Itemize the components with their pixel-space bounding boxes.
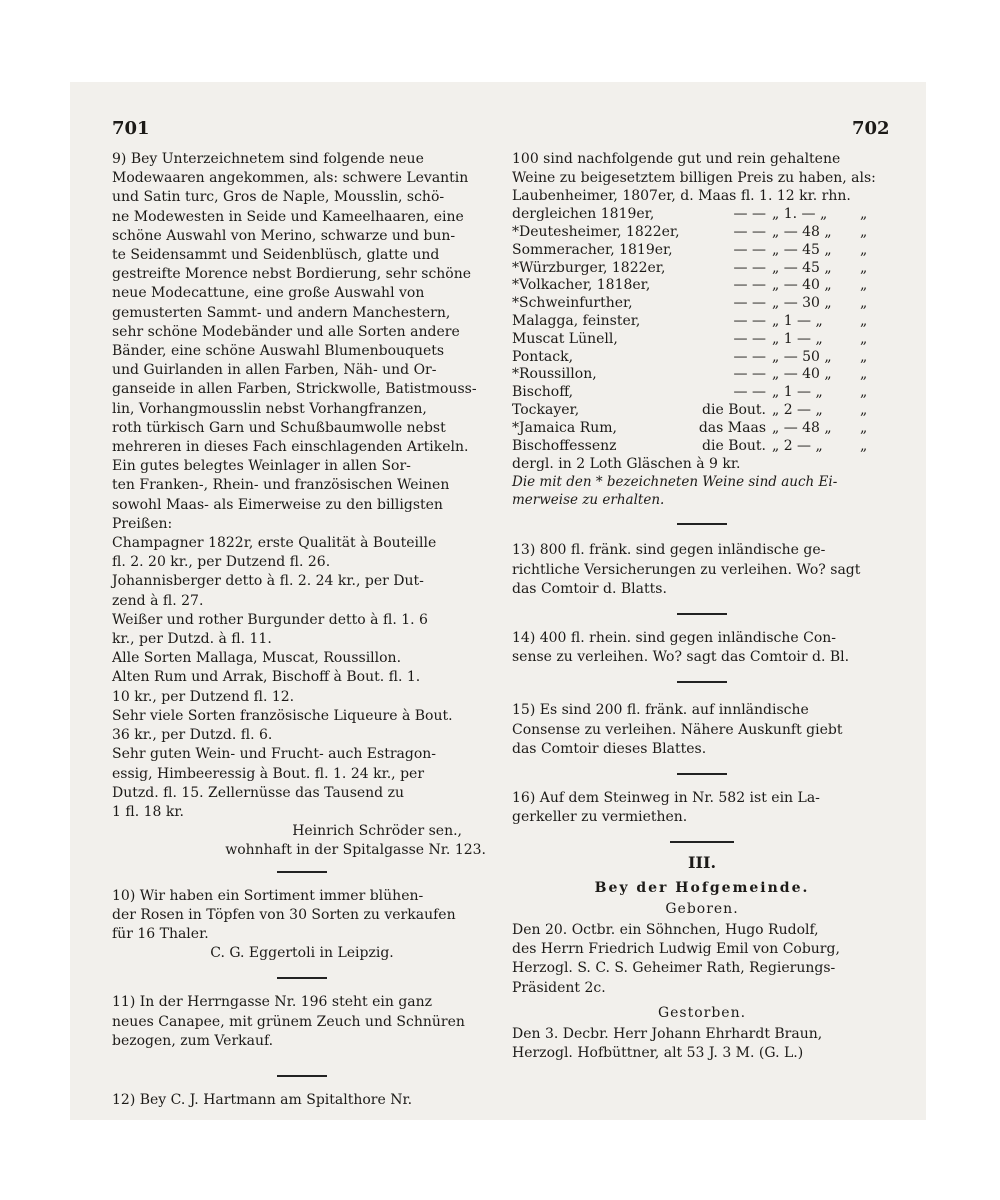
text-line: sehr schöne Modebänder und alle Sorten andere xyxy=(112,323,460,340)
price-line: Dutzd. fl. 15. Zellernüsse das Tausend zu xyxy=(112,784,404,801)
wine-row xyxy=(512,260,892,278)
text-line: 14) 400 fl. rhein. sind gegen inländische Con- xyxy=(512,629,837,646)
wine-measure: — — xyxy=(733,348,766,365)
wine-name: *Roussillon, xyxy=(512,366,597,383)
price-line: 1 fl. 18 kr. xyxy=(112,803,184,820)
wine-row xyxy=(512,224,892,242)
wine-name: *Deutesheimer, 1822er, xyxy=(512,224,680,240)
text-line: richtliche Versicherungen zu verleihen. Wo? sagt xyxy=(512,561,861,578)
text-line: sowohl Maas- als Eimerweise zu den billigsten xyxy=(112,496,443,513)
wine-measure: die Bout. xyxy=(702,401,766,418)
section-title: Bey der Hofgemeinde. xyxy=(594,879,810,896)
text-line: Bänder, eine schöne Auswahl Blumenbouquets xyxy=(112,343,445,360)
text-line: Herzogl. S. C. S. Geheimer Rath, Regierungs- xyxy=(512,960,836,977)
wine-price: „ 1 — „ xyxy=(772,312,823,329)
wine-unit: „ xyxy=(860,437,868,454)
wine-price: „ 2 — „ xyxy=(772,401,823,418)
wine-measure: — — xyxy=(733,330,766,347)
text-line: für 16 Thaler. xyxy=(112,925,209,942)
wine-row xyxy=(512,242,892,260)
price-line: fl. 2. 20 kr., per Dutzend fl. 26. xyxy=(112,554,331,571)
wine-unit: „ xyxy=(860,312,868,329)
text-line: des Herrn Friedrich Ludwig Emil von Coburg, xyxy=(512,941,840,958)
text-line: Modewaaren angekommen, als: schwere Levantin xyxy=(112,170,469,187)
text-line: ganseide in allen Farben, Strickwolle, Batistmouss- xyxy=(112,381,477,398)
wine-unit: „ xyxy=(860,295,868,312)
text-line: 10) Wir haben ein Sortiment immer blühen- xyxy=(112,887,424,904)
ad-16 xyxy=(512,789,892,827)
text-line: roth türkisch Garn und Schußbaumwolle nebst xyxy=(112,419,446,436)
wine-measure: — — xyxy=(733,366,766,383)
wine-row xyxy=(512,277,892,295)
wine-name: Tockayer, xyxy=(512,401,580,418)
text-line: lin, Vorhangmousslin nebst Vorhangfranzen, xyxy=(112,400,427,417)
wine-price: „ — 50 „ xyxy=(772,348,832,365)
wine-unit: „ xyxy=(860,241,868,258)
wine-price: „ 1 — „ xyxy=(772,330,823,347)
wine-price: „ 1. — „ xyxy=(772,206,828,223)
text-line: 13) 800 fl. fränk. sind gegen inländische ge- xyxy=(512,542,826,559)
wine-unit: „ xyxy=(860,419,868,436)
wine-name: dergleichen 1819er, xyxy=(512,206,655,223)
note-line: merweise zu erhalten. xyxy=(512,492,665,509)
wine-measure: — — xyxy=(733,277,766,294)
divider xyxy=(677,613,727,615)
signature-9-address: wohnhaft in der Spitalgasse Nr. 123. xyxy=(225,842,486,859)
text-line: 100 sind nachfolgende gut und rein gehaltene xyxy=(512,151,841,167)
price-list xyxy=(112,534,492,822)
ad-9 xyxy=(112,150,492,534)
price-line: Sehr guten Wein- und Frucht- auch Estragon- xyxy=(112,746,437,763)
text-line: Consense zu verleihen. Nähere Auskunft giebt xyxy=(512,721,843,738)
wine-price: „ — 45 „ xyxy=(772,259,832,276)
text-line: Weine zu beigesetztem billigen Preis zu haben, als: xyxy=(512,170,876,187)
wine-name: Laubenheimer, 1807er, d. Maas fl. 1. 12 kr. rhn. xyxy=(512,188,851,205)
wine-price: „ — 48 „ xyxy=(772,224,832,240)
wine-unit: „ xyxy=(860,224,868,240)
wine-unit: „ xyxy=(860,384,868,401)
text-line: und Satin turc, Gros de Naple, Mousslin, schö- xyxy=(112,189,445,206)
text-line: sense zu verleihen. Wo? sagt das Comtoir d. Bl. xyxy=(512,649,850,666)
wine-measure: — — xyxy=(733,224,766,240)
wine-measure: — — xyxy=(733,259,766,276)
text-line: Präsident 2c. xyxy=(512,979,606,996)
wine-row xyxy=(512,438,892,456)
note-line: Die mit den * bezeichneten Weine sind auch Ei- xyxy=(512,474,838,491)
wine-measure: — — xyxy=(733,312,766,329)
price-line: 10 kr., per Dutzend fl. 12. xyxy=(112,688,295,705)
price-line: Alle Sorten Mallaga, Muscat, Roussillon. xyxy=(112,650,402,667)
text-line: Herzogl. Hofbüttner, alt 53 J. 3 M. (G. L.) xyxy=(512,1045,804,1062)
page-number-right: 702 xyxy=(852,118,890,139)
price-line: 36 kr., per Dutzd. fl. 6. xyxy=(112,727,273,744)
text-line: gerkeller zu vermiethen. xyxy=(512,809,688,826)
wine-name: Pontack, xyxy=(512,348,574,365)
wine-unit: „ xyxy=(860,277,868,294)
wine-price: „ — 45 „ xyxy=(772,241,832,258)
wine-price: „ — 30 „ xyxy=(772,295,832,312)
wine-measure: die Bout. xyxy=(702,437,766,454)
wine-intro xyxy=(512,150,892,188)
wine-unit: „ xyxy=(860,330,868,347)
text-line: 11) In der Herrngasse Nr. 196 steht ein ganz xyxy=(112,994,433,1011)
text-line: neues Canapee, mit grünem Zeuch und Schnüren xyxy=(112,1013,465,1030)
text-line: bezogen, zum Verkauf. xyxy=(112,1032,274,1049)
wine-note xyxy=(512,473,892,509)
wine-unit: „ xyxy=(860,259,868,276)
wine-row xyxy=(512,331,892,349)
text-line: Den 3. Decbr. Herr Johann Ehrhardt Braun, xyxy=(512,1026,823,1043)
signature-10: C. G. Eggertoli in Leipzig. xyxy=(210,945,394,962)
divider xyxy=(277,871,327,873)
text-line: neue Modecattune, eine große Auswahl von xyxy=(112,285,425,302)
ad-10 xyxy=(112,887,492,945)
wine-unit: „ xyxy=(860,206,868,223)
text-line: 9) Bey Unterzeichnetem sind folgende neue xyxy=(112,151,424,167)
text-line: der Rosen in Töpfen von 30 Sorten zu verkaufen xyxy=(112,906,456,923)
page-number-left: 701 xyxy=(112,118,150,139)
signature-9-name: Heinrich Schröder sen., xyxy=(292,823,462,840)
wine-name: Bischoff, xyxy=(512,384,574,401)
wine-row xyxy=(512,349,892,367)
wine-name: Sommeracher, 1819er, xyxy=(512,241,673,258)
text-line: das Comtoir dieses Blattes. xyxy=(512,740,707,757)
wine-measure: — — xyxy=(733,241,766,258)
wine-row xyxy=(512,420,892,438)
left-column xyxy=(112,150,492,1110)
price-line: Weißer und rother Burgunder detto à fl. 1. 6 xyxy=(112,611,428,628)
text-line: mehreren in dieses Fach einschlagenden Artikeln. xyxy=(112,439,469,456)
wine-unit: „ xyxy=(860,401,868,418)
price-line: Johannisberger detto à fl. 2. 24 kr., per Dut- xyxy=(112,573,424,590)
text-line: und Guirlanden in allen Farben, Näh- und Or- xyxy=(112,362,437,379)
text-line: gestreifte Morence nebst Bordierung, sehr schöne xyxy=(112,266,472,283)
wine-unit: „ xyxy=(860,348,868,365)
wine-price: „ 2 — „ xyxy=(772,437,823,454)
price-line: Sehr viele Sorten französische Liqueure à Bout. xyxy=(112,707,453,724)
wine-row xyxy=(512,295,892,313)
wine-row xyxy=(512,313,892,331)
divider xyxy=(677,681,727,683)
divider xyxy=(670,841,734,843)
ad-15 xyxy=(512,701,892,759)
born-entry xyxy=(512,921,892,998)
price-line: Champagner 1822r, erste Qualität à Bouteille xyxy=(112,535,437,552)
wine-row xyxy=(512,188,892,206)
price-line: zend à fl. 27. xyxy=(112,592,204,609)
divider xyxy=(677,523,727,525)
wine-row xyxy=(512,366,892,384)
wine-dergl-line: dergl. in 2 Loth Gläschen à 9 kr. xyxy=(512,456,741,473)
text-line: 15) Es sind 200 fl. fränk. auf innländische xyxy=(512,702,809,719)
text-line: ne Modewesten in Seide und Kameelhaaren, eine xyxy=(112,208,464,225)
wine-price: „ — 48 „ xyxy=(772,419,832,436)
text-line: Preißen: xyxy=(112,515,173,532)
wine-row xyxy=(512,402,892,420)
wine-measure: — — xyxy=(733,295,766,312)
wine-row xyxy=(512,206,892,224)
ad-11 xyxy=(112,993,492,1051)
divider xyxy=(277,1075,327,1077)
died-heading: Gestorben. xyxy=(657,1004,747,1021)
wine-name: *Würzburger, 1822er, xyxy=(512,259,666,276)
wine-name: *Jamaica Rum, xyxy=(512,419,617,436)
text-line: te Seidensammt und Seidenblüsch, glatte und xyxy=(112,247,440,264)
wine-price-table xyxy=(512,188,892,455)
text-line: Den 20. Octbr. ein Söhnchen, Hugo Rudolf, xyxy=(512,922,819,938)
wine-name: Malagga, feinster, xyxy=(512,312,641,329)
wine-name: *Volkacher, 1818er, xyxy=(512,277,651,294)
wine-price: „ 1 — „ xyxy=(772,384,823,401)
text-line: ten Franken-, Rhein- und französischen Weinen xyxy=(112,477,450,494)
wine-measure: — — xyxy=(733,384,766,401)
wine-name: *Schweinfurther, xyxy=(512,295,633,312)
text-line: schöne Auswahl von Merino, schwarze und bun- xyxy=(112,227,456,244)
text-line: 16) Auf dem Steinweg in Nr. 582 ist ein La- xyxy=(512,789,820,806)
right-column xyxy=(512,150,892,1063)
price-line: Alten Rum und Arrak, Bischoff à Bout. fl. 1. xyxy=(112,669,421,686)
section-number: III. xyxy=(687,853,717,873)
wine-price: „ — 40 „ xyxy=(772,366,832,383)
divider xyxy=(677,773,727,775)
died-entry xyxy=(512,1025,892,1063)
text-line: das Comtoir d. Blatts. xyxy=(512,580,667,597)
wine-measure: — — xyxy=(733,206,766,223)
ad-12: 12) Bey C. J. Hartmann am Spitalthore Nr. xyxy=(112,1091,413,1108)
divider xyxy=(277,977,327,979)
price-line: essig, Himbeeressig à Bout. fl. 1. 24 kr., per xyxy=(112,765,425,782)
ad-14 xyxy=(512,629,892,667)
wine-price: „ — 40 „ xyxy=(772,277,832,294)
wine-measure: das Maas xyxy=(698,419,766,436)
wine-unit: „ xyxy=(860,366,868,383)
wine-name: Muscat Lünell, xyxy=(512,330,618,347)
wine-name: Bischoffessenz xyxy=(512,437,617,454)
text-line: Ein gutes belegtes Weinlager in allen Sor- xyxy=(112,458,411,475)
wine-row xyxy=(512,384,892,402)
price-line: kr., per Dutzd. à fl. 11. xyxy=(112,631,272,648)
ad-13 xyxy=(512,541,892,599)
text-line: gemusterten Sammt- und andern Manchestern, xyxy=(112,304,451,321)
born-heading: Geboren. xyxy=(665,900,739,917)
